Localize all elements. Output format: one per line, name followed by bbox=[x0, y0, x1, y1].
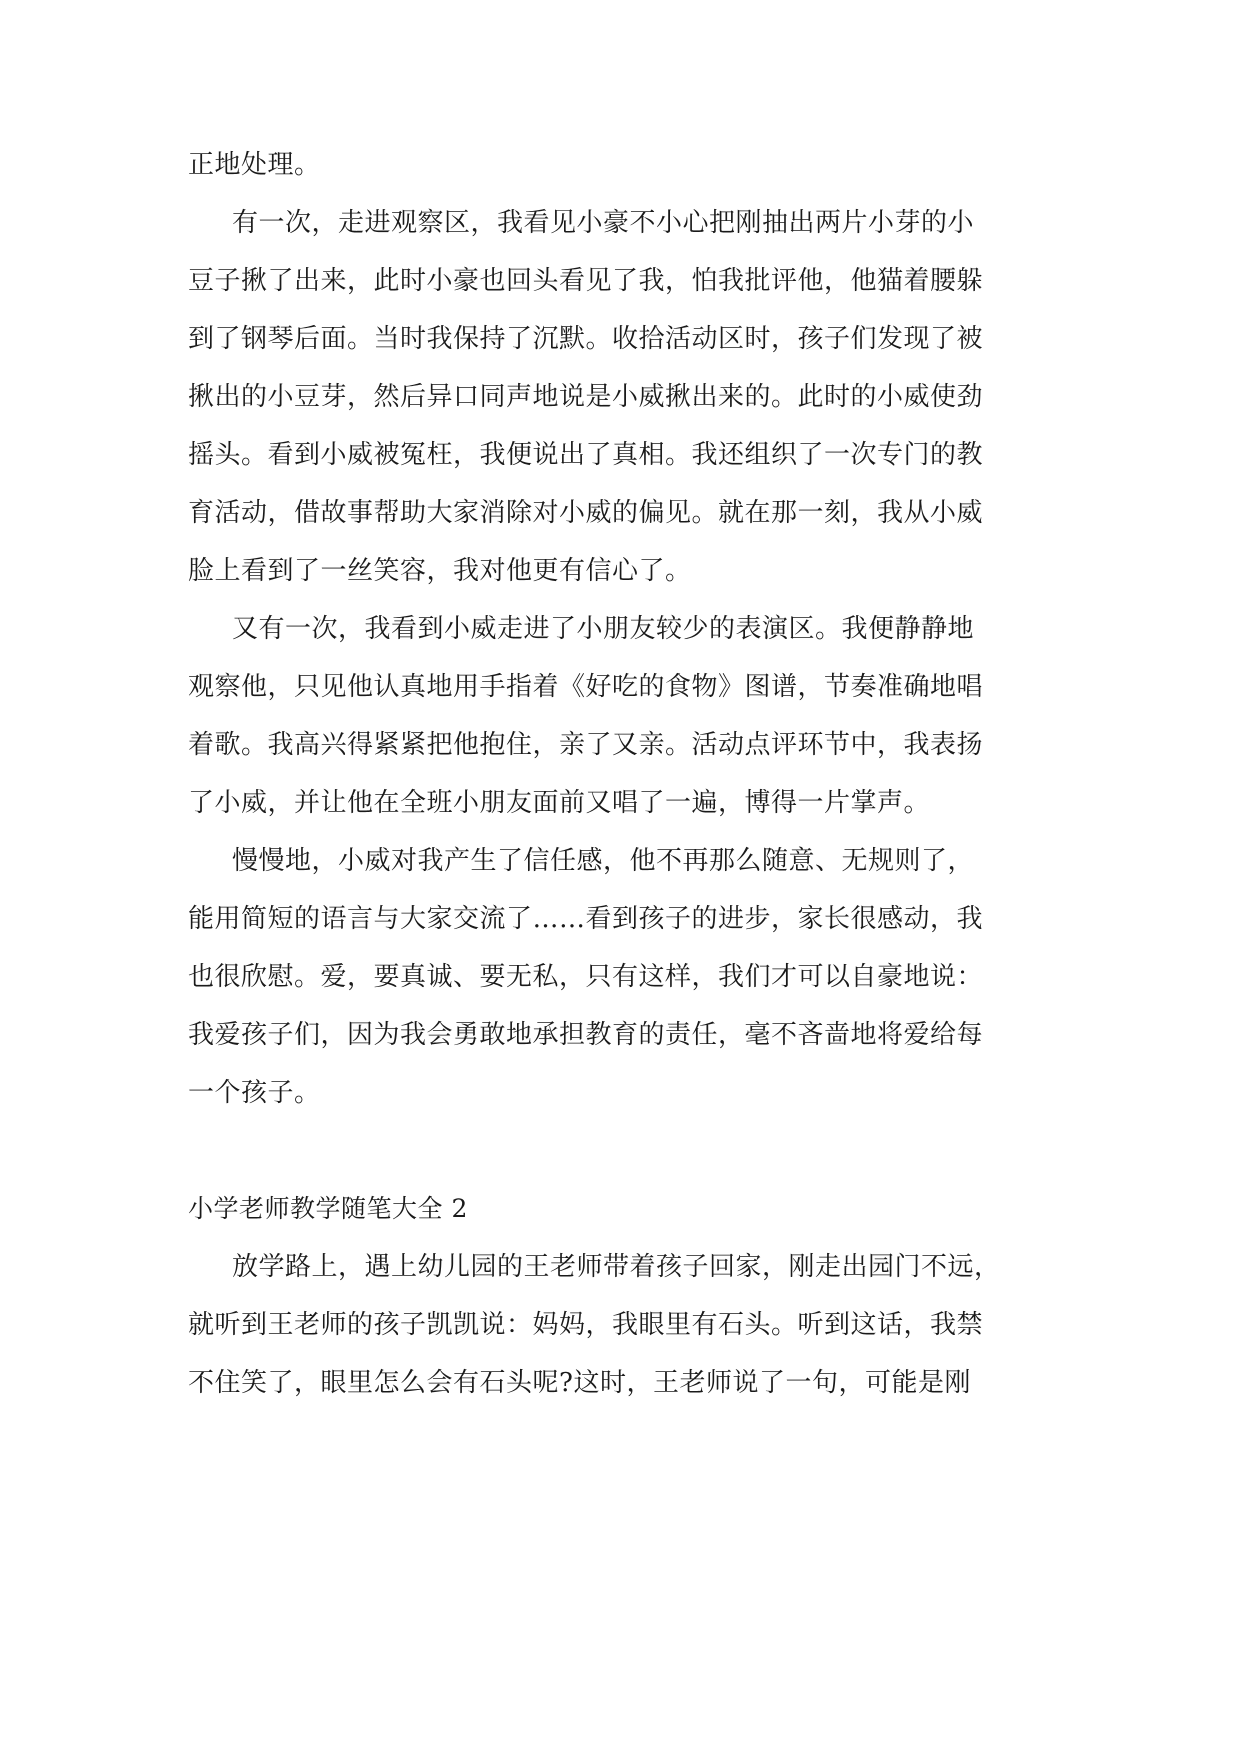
paragraph-line: 有一次，走进观察区，我看见小豪不小心把刚抽出两片小芽的小 bbox=[232, 208, 975, 238]
paragraph-line: 了小威，并让他在全班小朋友面前又唱了一遍，博得一片掌声。 bbox=[188, 788, 931, 818]
paragraph-line: 正地处理。 bbox=[188, 150, 321, 180]
paragraph-line: 豆子揪了出来，此时小豪也回头看见了我，怕我批评他，他猫着腰躲 bbox=[188, 266, 984, 296]
paragraph-line: 摇头。看到小威被冤枉，我便说出了真相。我还组织了一次专门的教 bbox=[188, 440, 984, 470]
paragraph-line: 能用简短的语言与大家交流了……看到孩子的进步，家长很感动，我 bbox=[188, 904, 984, 934]
paragraph-line: 脸上看到了一丝笑容，我对他更有信心了。 bbox=[188, 556, 692, 586]
paragraph-line: 一个孩子。 bbox=[188, 1078, 321, 1108]
paragraph-line: 育活动，借故事帮助大家消除对小威的偏见。就在那一刻，我从小威 bbox=[188, 498, 984, 528]
paragraph-line: 也很欣慰。爱，要真诚、要无私，只有这样，我们才可以自豪地说： bbox=[188, 962, 984, 992]
paragraph-line: 我爱孩子们，因为我会勇敢地承担教育的责任，毫不吝啬地将爱给每 bbox=[188, 1020, 984, 1050]
paragraph-line: 着歌。我高兴得紧紧把他抱住，亲了又亲。活动点评环节中，我表扬 bbox=[188, 730, 984, 760]
paragraph-line: 不住笑了，眼里怎么会有石头呢?这时，王老师说了一句，可能是刚 bbox=[188, 1368, 971, 1398]
paragraph-line: 放学路上，遇上幼儿园的王老师带着孩子回家，刚走出园门不远， bbox=[232, 1252, 1001, 1282]
paragraph-line: 观察他，只见他认真地用手指着《好吃的食物》图谱，节奏准确地唱 bbox=[188, 672, 984, 702]
paragraph-line: 又有一次，我看到小威走进了小朋友较少的表演区。我便静静地 bbox=[232, 614, 975, 644]
paragraph-line: 慢慢地，小威对我产生了信任感，他不再那么随意、无规则了， bbox=[232, 846, 975, 876]
section-heading: 小学老师教学随笔大全 2 bbox=[188, 1194, 468, 1223]
paragraph-line: 就听到王老师的孩子凯凯说：妈妈，我眼里有石头。听到这话，我禁 bbox=[188, 1310, 984, 1340]
paragraph-line: 到了钢琴后面。当时我保持了沉默。收拾活动区时，孩子们发现了被 bbox=[188, 324, 984, 354]
paragraph-line: 揪出的小豆芽，然后异口同声地说是小威揪出来的。此时的小威使劲 bbox=[188, 382, 984, 412]
